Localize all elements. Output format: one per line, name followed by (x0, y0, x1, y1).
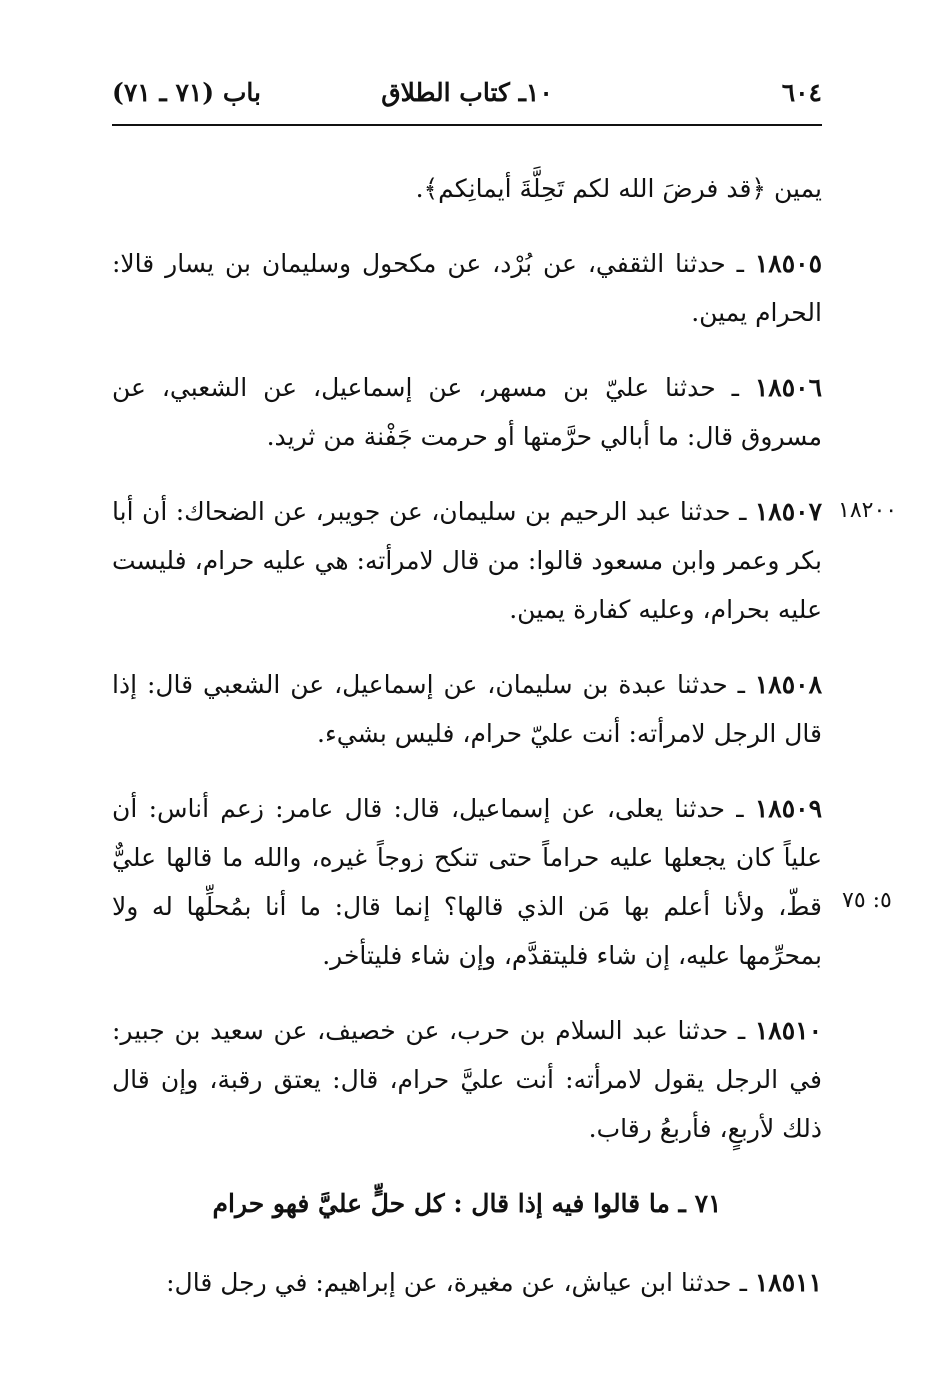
hadith-number: ١٨٥٠٦ (754, 373, 822, 402)
hadith-number: ١٨٥٠٧ (754, 497, 822, 526)
hadith-text: ـ حدثنا عبد السلام بن حرب، عن خصيف، عن سعيد بن جبير: في الرجل يقول لامرأته: أنت عليَّ حرام، قال: يعتق رقبة، وإن قال ذلك لأربعٍ، فأربعُ رقاب. (112, 1016, 822, 1143)
book-title: ١٠ـ كتاب الطلاق (381, 78, 553, 107)
hadith-entry (112, 660, 822, 758)
margin-note-volume-page: ٥: ٧٥ (842, 888, 892, 913)
hadith-text: ـ حدثنا عليّ بن مسهر، عن إسماعيل، عن الشعبي، عن مسروق قال: ما أبالي حرَّمتها أو حرمت جَفْنة من ثريد. (112, 373, 822, 451)
hadith-entry (112, 784, 822, 980)
page-number: ٦٠٤ (781, 78, 822, 107)
hadith-number: ١٨٥٠٨ (754, 670, 822, 699)
section-heading: ٧١ ـ ما قالوا فيه إذا قال : كل حلٍّ عليَّ فهو حرام (212, 1189, 722, 1218)
main-text (112, 164, 822, 1333)
hadith-number: ١٨٥١١ (754, 1268, 822, 1297)
header-rule (112, 124, 822, 126)
hadith-text: ـ حدثنا يعلى، عن إسماعيل، قال: قال عامر: زعم أناس: أن علياً كان يجعلها عليه حراماً حتى تنكح زوجاً غيره، والله ما قالها عليٌّ قطّ، ولأنا أعلم بها مَن الذي قالها؟ إنما قال: ما أنا بمُحلِّها له ولا بمحرِّمها عليه، إن شاء فليتقدَّم، وإن شاء فليتأخر. (112, 794, 822, 970)
hadith-entry (112, 1006, 822, 1153)
hadith-number: ١٨٥٠٥ (754, 249, 822, 278)
hadith-entry (112, 239, 822, 337)
hadith-entry (112, 363, 822, 461)
hadith-text: ـ حدثنا الثقفي، عن بُرْد، عن مكحول وسليمان بن يسار قالا: الحرام يمين. (112, 249, 822, 327)
intro-line: يمين ﴿قد فرضَ الله لكم تَحِلَّةَ أيمانِكم﴾. (415, 174, 822, 203)
hadith-text: ـ حدثنا عبد الرحيم بن سليمان، عن جويبر، عن الضحاك: أن أبا بكر وعمر وابن مسعود قالوا: من قال لامرأته: هي عليه حرام، فليست عليه بحرام، وعليه كفارة يمين. (112, 497, 822, 624)
hadith-entry (112, 487, 822, 634)
hadith-number: ١٨٥١٠ (754, 1016, 822, 1045)
running-header (112, 78, 822, 118)
margin-note-reference: ١٨٢٠٠ (838, 498, 898, 523)
hadith-text: ـ حدثنا ابن عياش، عن مغيرة، عن إبراهيم: في رجل قال: (166, 1268, 755, 1297)
chapter-range: باب (٧١ ـ ٧١) (112, 78, 261, 107)
hadith-text: ـ حدثنا عبدة بن سليمان، عن إسماعيل، عن الشعبي قال: إذا قال الرجل لامرأته: أنت عليّ حرام، فليس بشيء. (112, 670, 822, 748)
hadith-entry (112, 1258, 822, 1307)
hadith-number: ١٨٥٠٩ (754, 794, 822, 823)
